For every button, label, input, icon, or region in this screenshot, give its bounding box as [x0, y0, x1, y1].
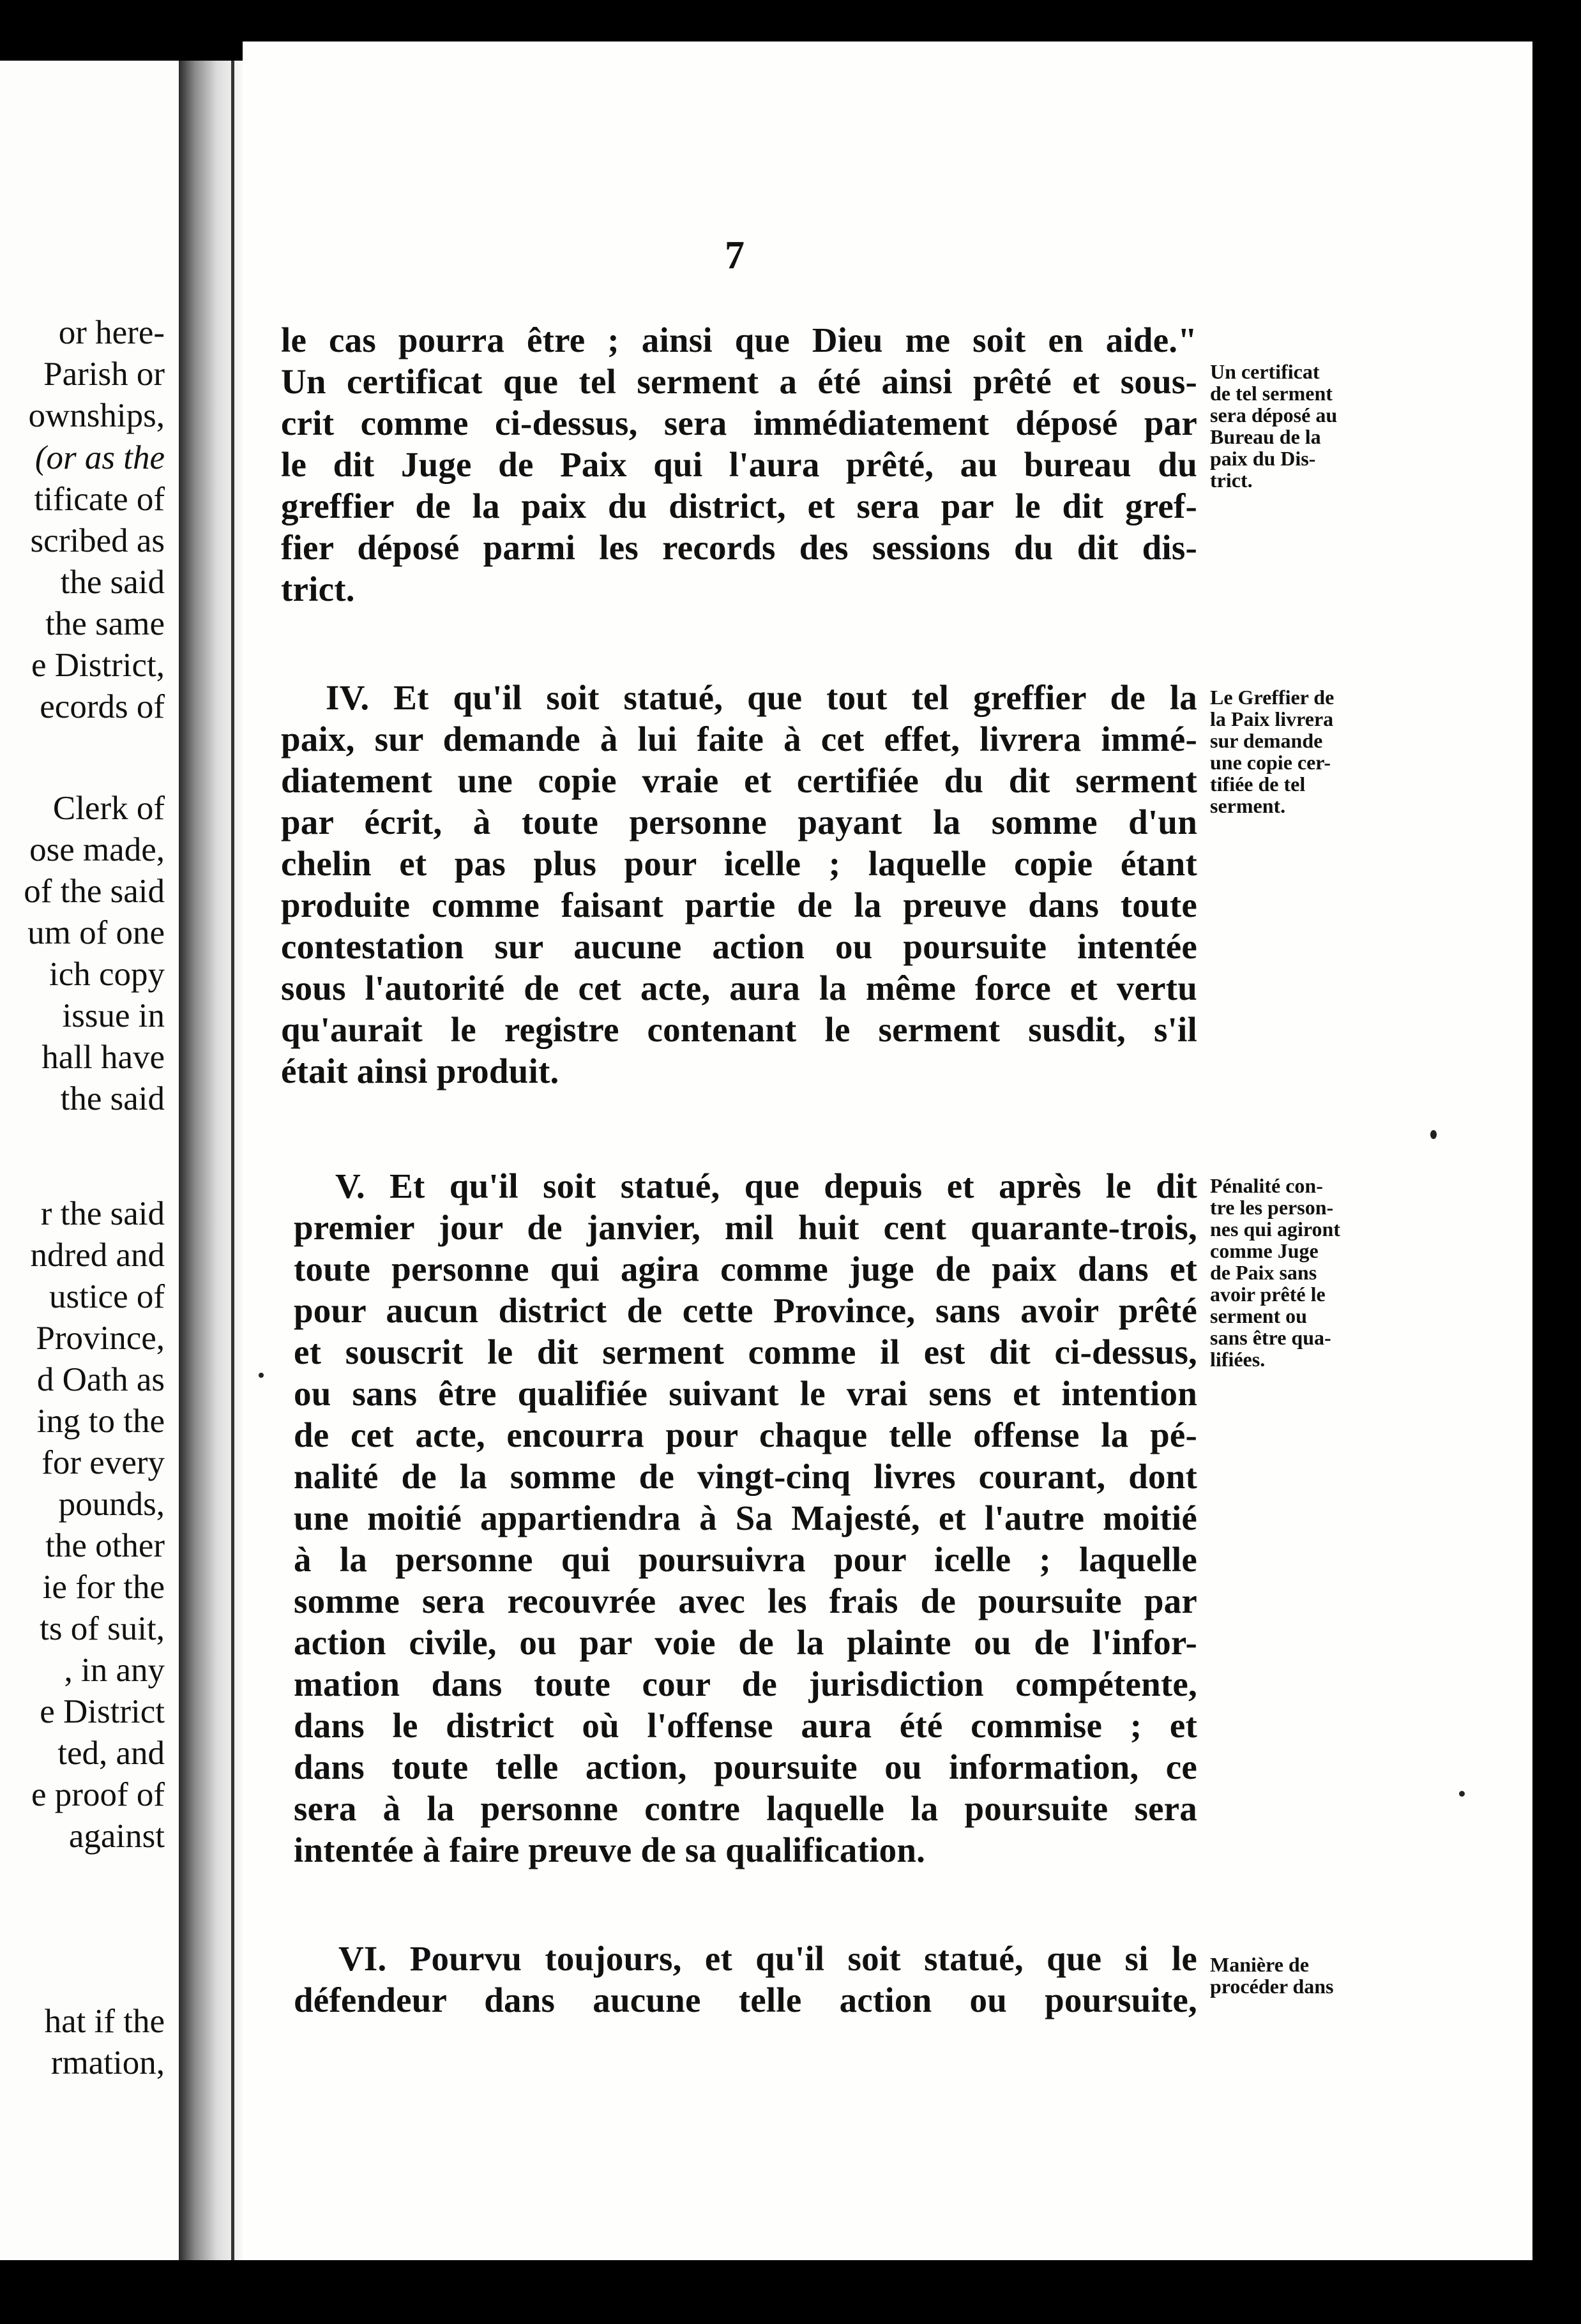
text-line: crit comme ci-dessus, sera immédiatement déposé par [281, 404, 1197, 442]
margin-note-line: serment. [1210, 794, 1286, 817]
text-line: fier déposé parmi les records des sessions du dit dis- [281, 528, 1197, 567]
left-page-line: issue in [62, 997, 165, 1034]
facing-page-fragment [0, 61, 179, 2260]
left-page-line: hat if the [44, 2003, 165, 2040]
margin-note-line: lifiées. [1210, 1348, 1266, 1371]
margin-note-line: sur demande [1210, 729, 1323, 752]
left-page-line: rmation, [50, 2044, 165, 2081]
left-page-line: r the said [40, 1195, 165, 1232]
left-page-line: the same [45, 605, 165, 642]
text-line: mation dans toute cour de jurisdiction compétente, [294, 1664, 1197, 1703]
text-line: le cas pourra être ; ainsi que Dieu me soit en aide." [281, 321, 1197, 359]
left-page-line: ndred and [30, 1237, 165, 1274]
margin-note [1210, 361, 1337, 491]
margin-note-line: une copie cer- [1210, 751, 1331, 774]
margin-note-line: de Paix sans [1210, 1261, 1317, 1284]
left-page-line: ie for the [42, 1569, 165, 1606]
left-page-line: ecords of [40, 688, 165, 725]
left-page-line: ted, and [57, 1735, 165, 1772]
left-page-line: the said [60, 1080, 165, 1117]
left-page-line: Province, [36, 1320, 165, 1357]
left-page-line: for every [42, 1444, 165, 1481]
left-page-line: the other [45, 1527, 165, 1564]
margin-note [1210, 1175, 1340, 1370]
text-line: premier jour de janvier, mil huit cent quarante-trois, [294, 1208, 1197, 1247]
left-page-line: scribed as [30, 522, 165, 559]
text-line: produite comme faisant partie de la preuve dans toute [281, 886, 1197, 924]
text-line: contestation sur aucune action ou poursuite intentée [281, 927, 1197, 966]
text-line: sous l'autorité de cet acte, aura la même force et vertu [281, 969, 1197, 1007]
gutter-fold-line [231, 61, 234, 2260]
text-line: dans le district où l'offense aura été commise ; et [294, 1706, 1197, 1745]
text-line: action civile, ou par voie de la plainte ou de l'infor- [294, 1623, 1197, 1662]
margin-note-line: nes qui agiront [1210, 1218, 1340, 1241]
left-page-line: Clerk of [52, 790, 165, 827]
left-page-line: d Oath as [36, 1361, 165, 1398]
text-line: ou sans être qualifiée suivant le vrai sens et intention [294, 1374, 1197, 1413]
left-page-line: ose made, [29, 831, 165, 868]
left-page-line: e proof of [31, 1776, 165, 1813]
text-line: par écrit, à toute personne payant la somme d'un [281, 803, 1197, 841]
text-line: nalité de la somme de vingt-cinq livres courant, dont [294, 1457, 1197, 1496]
text-line: intentée à faire preuve de sa qualification. [294, 1830, 926, 1869]
margin-note-line: trict. [1210, 469, 1253, 492]
text-line: dans toute telle action, poursuite ou information, ce [294, 1747, 1197, 1786]
left-page-line: pounds, [58, 1486, 165, 1523]
text-line: sera à la personne contre laquelle la poursuite sera [294, 1789, 1197, 1828]
margin-note-line: tre les person- [1210, 1196, 1334, 1219]
left-page-line: e District, [31, 647, 165, 684]
left-page-line: tificate of [34, 481, 165, 518]
text-line: Un certificat que tel serment a été ainsi prêté et sous- [281, 362, 1197, 401]
text-line: toute personne qui agira comme juge de paix dans et [294, 1249, 1197, 1288]
margin-note-line: la Paix livrera [1210, 707, 1334, 730]
scan-speck [1430, 1130, 1437, 1139]
margin-note-line: tifiée de tel [1210, 773, 1306, 796]
left-page-line: (or as the [34, 439, 165, 476]
left-page-line: or here- [58, 314, 165, 351]
text-line: de cet acte, encourra pour chaque telle offense la pé- [294, 1415, 1197, 1454]
left-page-line: um of one [27, 914, 165, 951]
page-number: 7 [725, 234, 745, 277]
left-page-line: hall have [42, 1039, 165, 1076]
margin-note-line: sans être qua- [1210, 1326, 1331, 1349]
margin-note-line: comme Juge [1210, 1239, 1319, 1262]
margin-note-line: Bureau de la [1210, 425, 1321, 448]
left-page-line: ustice of [49, 1278, 165, 1315]
text-line: diatement une copie vraie et certifiée du dit serment [281, 761, 1197, 800]
margin-note-line: Manière de [1210, 1953, 1309, 1976]
text-line: défendeur dans aucune telle action ou poursuite, [294, 1981, 1197, 2019]
text-line: pour aucun district de cette Province, sans avoir prêté [294, 1291, 1197, 1330]
left-page-line: the said [60, 564, 165, 601]
text-line: VI. Pourvu toujours, et qu'il soit statué, que si le [338, 1939, 1197, 1978]
margin-note-line: sera déposé au [1210, 404, 1338, 426]
left-page-line: Parish or [43, 356, 165, 393]
left-page-line: against [68, 1818, 165, 1855]
text-line: greffier de la paix du district, et sera par le dit gref- [281, 487, 1197, 525]
margin-note-line: procéder dans [1210, 1975, 1334, 1998]
text-line: le dit Juge de Paix qui l'aura prêté, au bureau du [281, 445, 1197, 484]
margin-note-line: de tel serment [1210, 382, 1333, 405]
text-line: et souscrit le dit serment comme il est dit ci-dessus, [294, 1332, 1197, 1371]
text-line: à la personne qui poursuivra pour icelle ; laquelle [294, 1540, 1197, 1579]
margin-note [1210, 1954, 1334, 1997]
text-line: qu'aurait le registre contenant le serment susdit, s'il [281, 1010, 1197, 1049]
text-line: trict. [281, 570, 355, 608]
margin-note-line: paix du Dis- [1210, 447, 1316, 470]
text-line: somme sera recouvrée avec les frais de poursuite par [294, 1581, 1197, 1620]
text-line: était ainsi produit. [281, 1052, 559, 1090]
scan-speck [259, 1373, 264, 1378]
margin-note-line: Pénalité con- [1210, 1174, 1323, 1197]
margin-note-line: Un certificat [1210, 360, 1320, 383]
margin-note-line: Le Greffier de [1210, 686, 1335, 709]
margin-note-line: serment ou [1210, 1304, 1307, 1327]
margin-note-line: avoir prêté le [1210, 1283, 1326, 1306]
margin-note [1210, 686, 1334, 817]
left-page-line: ich copy [49, 956, 165, 993]
left-page-line: ownships, [28, 397, 165, 434]
text-line: IV. Et qu'il soit statué, que tout tel greffier de la [326, 678, 1197, 717]
left-page-line: ts of suit, [40, 1610, 165, 1647]
left-page-line: ing to the [36, 1403, 165, 1440]
left-page-line: , in any [64, 1652, 165, 1689]
scan-speck [1459, 1791, 1465, 1797]
text-line: paix, sur demande à lui faite à cet effet, livrera immé- [281, 720, 1197, 758]
text-line: une moitié appartiendra à Sa Majesté, et l'autre moitié [294, 1498, 1197, 1537]
text-line: chelin et pas plus pour icelle ; laquelle copie étant [281, 844, 1197, 883]
text-line: V. Et qu'il soit statué, que depuis et après le dit [335, 1166, 1197, 1205]
left-page-line: of the said [24, 873, 165, 910]
left-page-line: e District [40, 1693, 165, 1730]
